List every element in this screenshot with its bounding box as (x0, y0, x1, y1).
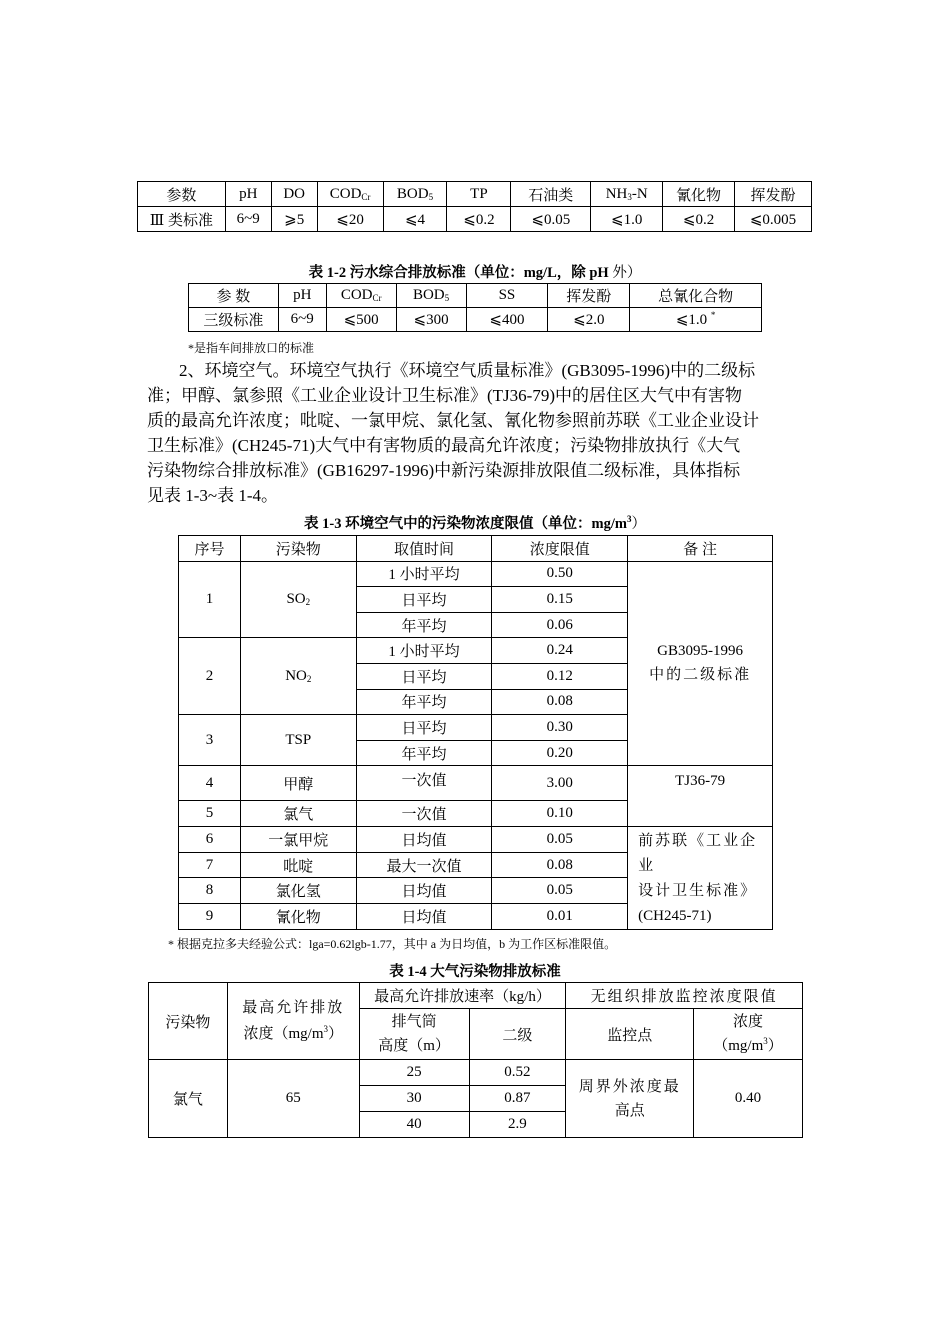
table-cell: 5 (179, 801, 241, 827)
header-cell: 监控点 (566, 1009, 694, 1060)
remark-line: 中的二级标准 (649, 667, 752, 684)
table-cell: ⩽0.005 (735, 207, 812, 232)
table-row (149, 1060, 803, 1086)
table-cell: ⩽500 (326, 308, 396, 332)
table-cell: 0.15 (492, 587, 628, 613)
header-line: 排气筒 (391, 1014, 437, 1030)
table-footnote: *是指车间排放口的标准 (188, 341, 315, 355)
table-cell: ⩽0.2 (447, 207, 511, 232)
remark-cell (628, 826, 773, 929)
table-cell: 氯气 (149, 1060, 228, 1138)
table-cell: 0.01 (492, 904, 628, 930)
table-cell: ⩽0.2 (663, 207, 735, 232)
table-cell: 一次值 (356, 766, 492, 801)
table-caption: 表 1-3 环境空气中的污染物浓度限值（单位：$mg/m^3$） (303, 514, 646, 532)
table-cell: 日均值 (356, 878, 492, 904)
table-header-row (179, 536, 773, 562)
header-cell (227, 983, 359, 1060)
header-line: $(mg/m^3)$ (713, 1036, 783, 1054)
header-cell: $COD_{Cr}$ (326, 284, 396, 308)
header-cell: DO (271, 182, 317, 207)
table-cell: ⩽0.05 (511, 207, 591, 232)
header-cell: 序号 (179, 536, 241, 562)
header-cell: TP (447, 182, 511, 207)
header-cell: 挥发酚 (548, 284, 630, 308)
table-cell: 0.20 (492, 740, 628, 766)
header-line: 浓度 (733, 1014, 764, 1030)
header-cell: 参数 (138, 182, 226, 207)
table-cell: 8 (179, 878, 241, 904)
emission-standard-table (148, 982, 803, 1138)
table-cell: 年平均 (356, 740, 492, 766)
table-cell: 氯气 (240, 801, 356, 827)
table-cell: 年平均 (356, 689, 492, 715)
table-cell: 1 (179, 561, 241, 638)
table-cell: ⩽300 (396, 308, 466, 332)
table-cell: 0.05 (492, 826, 628, 852)
table-cell: 甲醇 (240, 766, 356, 801)
table-cell: 65 (227, 1060, 359, 1138)
table-cell: ⩽1.0 (591, 207, 663, 232)
header-line: 高度（m） (378, 1038, 450, 1054)
table-cell: 40 (359, 1112, 469, 1138)
table-cell: 0.30 (492, 715, 628, 741)
paragraph-line: 2、环境空气。环境空气执行《环境空气质量标准》(GB3095-1996)中的二级标 (179, 361, 756, 380)
table-cell: 日平均 (356, 587, 492, 613)
paragraph-line: 质的最高允许浓度；吡啶、一氯甲烷、氯化氢、氰化物参照前苏联《工业企业设计 (147, 411, 759, 430)
header-cell: 无组织排放监控浓度限值 (566, 983, 803, 1009)
table-cell: 1 小时平均 (356, 638, 492, 664)
table-cell: Ⅲ 类标准 (138, 207, 226, 232)
table-cell: ⩽2.0 (548, 308, 630, 332)
monitor-line: 高点 (614, 1102, 645, 1119)
table-cell: 0.08 (492, 689, 628, 715)
table-cell: 氰化物 (240, 904, 356, 930)
table-row (138, 207, 812, 232)
table-cell: 0.50 (492, 561, 628, 587)
header-line: 最高允许排放 (242, 1000, 345, 1016)
table-cell: 25 (359, 1060, 469, 1086)
header-cell: pH (225, 182, 271, 207)
table-cell: 6 (179, 826, 241, 852)
header-cell: $BOD_5$ (383, 182, 447, 207)
table-cell: 一次值 (356, 801, 492, 827)
table-header-row (189, 284, 762, 308)
header-cell: 备 注 (628, 536, 773, 562)
header-cell: 二级 (469, 1009, 566, 1060)
header-cell: 最高允许排放速率（kg/h） (359, 983, 566, 1009)
table-cell (566, 1060, 694, 1138)
table-row (179, 826, 773, 852)
table-cell: 日均值 (356, 826, 492, 852)
table-cell: 0.52 (469, 1060, 566, 1086)
table-cell: 0.40 (694, 1060, 803, 1138)
header-cell: $BOD_5$ (396, 284, 466, 308)
table-cell: 2.9 (469, 1112, 566, 1138)
table-cell: 7 (179, 852, 241, 878)
table-cell: 0.08 (492, 852, 628, 878)
table-cell: 9 (179, 904, 241, 930)
header-cell (359, 1009, 469, 1060)
table-cell: 6~9 (225, 207, 271, 232)
table-cell: 4 (179, 766, 241, 801)
table-cell: ⩽4 (383, 207, 447, 232)
table-cell: 1 小时平均 (356, 561, 492, 587)
paragraph-line: 准；甲醇、氯参照《工业企业设计卫生标准》(TJ36-79)中的居住区大气中有害物 (147, 386, 742, 405)
header-cell: 取值时间 (356, 536, 492, 562)
table-cell: 0.87 (469, 1086, 566, 1112)
table-cell: 年平均 (356, 612, 492, 638)
table-header-row (138, 182, 812, 207)
table-cell: ⩾5 (271, 207, 317, 232)
remark-line: 前苏联《工业企业 (638, 832, 758, 874)
header-cell: 挥发酚 (735, 182, 812, 207)
paragraph-line: 见表 1-3~表 1-4。 (147, 486, 279, 505)
table-cell: 最大一次值 (356, 852, 492, 878)
table-row (189, 308, 762, 332)
header-cell: pH (278, 284, 326, 308)
header-cell: 污染物 (240, 536, 356, 562)
air-quality-table (178, 535, 773, 930)
header-cell: 参 数 (189, 284, 279, 308)
remark-line: 设计卫生标准》 (638, 882, 758, 899)
table-cell: 一氯甲烷 (240, 826, 356, 852)
header-cell: 石油类 (511, 182, 591, 207)
header-cell: $COD_{Cr}$ (317, 182, 383, 207)
table-cell: TSP (240, 715, 356, 766)
remark-line: GB3095-1996 (657, 643, 743, 660)
table-cell: 30 (359, 1086, 469, 1112)
table-cell: 0.12 (492, 663, 628, 689)
table-cell: $SO_2$ (240, 561, 356, 638)
table-cell: 0.10 (492, 801, 628, 827)
header-cell: 浓度限值 (492, 536, 628, 562)
table-cell: 0.05 (492, 878, 628, 904)
table-cell: 日平均 (356, 663, 492, 689)
table-cell: 日平均 (356, 715, 492, 741)
table-header-row (149, 983, 803, 1009)
table-cell: ⩽1.0 * (630, 308, 762, 332)
water-quality-table (137, 181, 812, 232)
remark-cell (628, 561, 773, 766)
body-paragraph (147, 358, 805, 508)
remark-cell: TJ36-79 (628, 766, 773, 827)
table-cell: 2 (179, 638, 241, 715)
table-cell: ⩽20 (317, 207, 383, 232)
table-cell: 日均值 (356, 904, 492, 930)
table-cell: 0.06 (492, 612, 628, 638)
monitor-line: 周界外浓度最 (578, 1078, 681, 1095)
header-cell: 污染物 (149, 983, 228, 1060)
table-cell: 三级标准 (189, 308, 279, 332)
header-cell (694, 1009, 803, 1060)
header-cell: 总氰化合物 (630, 284, 762, 308)
table-cell: 3 (179, 715, 241, 766)
table-cell: 6~9 (278, 308, 326, 332)
header-cell: 氰化物 (663, 182, 735, 207)
wastewater-table (188, 283, 762, 332)
paragraph-line: 卫生标准》(CH245-71)大气中有害物质的最高允许浓度；污染物排放执行《大气 (147, 436, 741, 455)
table-row (179, 766, 773, 801)
paragraph-line: 污染物综合排放标准》(GB16297-1996)中新污染源排放限值二级标准，具体指标 (147, 461, 741, 480)
header-cell: SS (466, 284, 548, 308)
table-cell: ⩽400 (466, 308, 548, 332)
table-cell: 0.24 (492, 638, 628, 664)
table-footnote: * 根据克拉多夫经验公式：lga=0.62lgb-1.77，其中 a 为日均值，b 为工作区标准限值。 (168, 937, 617, 951)
table-cell: $NO_2$ (240, 638, 356, 715)
table-caption: 表 1-4 大气污染物排放标准 (389, 964, 561, 980)
table-cell: 氯化氢 (240, 878, 356, 904)
table-row (179, 561, 773, 587)
table-cell: 3.00 (492, 766, 628, 801)
header-cell: $NH_3-N$ (591, 182, 663, 207)
remark-line: (CH245-71) (638, 907, 712, 924)
table-caption: 表 1-2 污水综合排放标准（单位：mg/L，除 pH 外） (308, 265, 642, 281)
table-cell: 吡啶 (240, 852, 356, 878)
header-line: 浓度$(mg/m^3)$ (243, 1024, 344, 1042)
